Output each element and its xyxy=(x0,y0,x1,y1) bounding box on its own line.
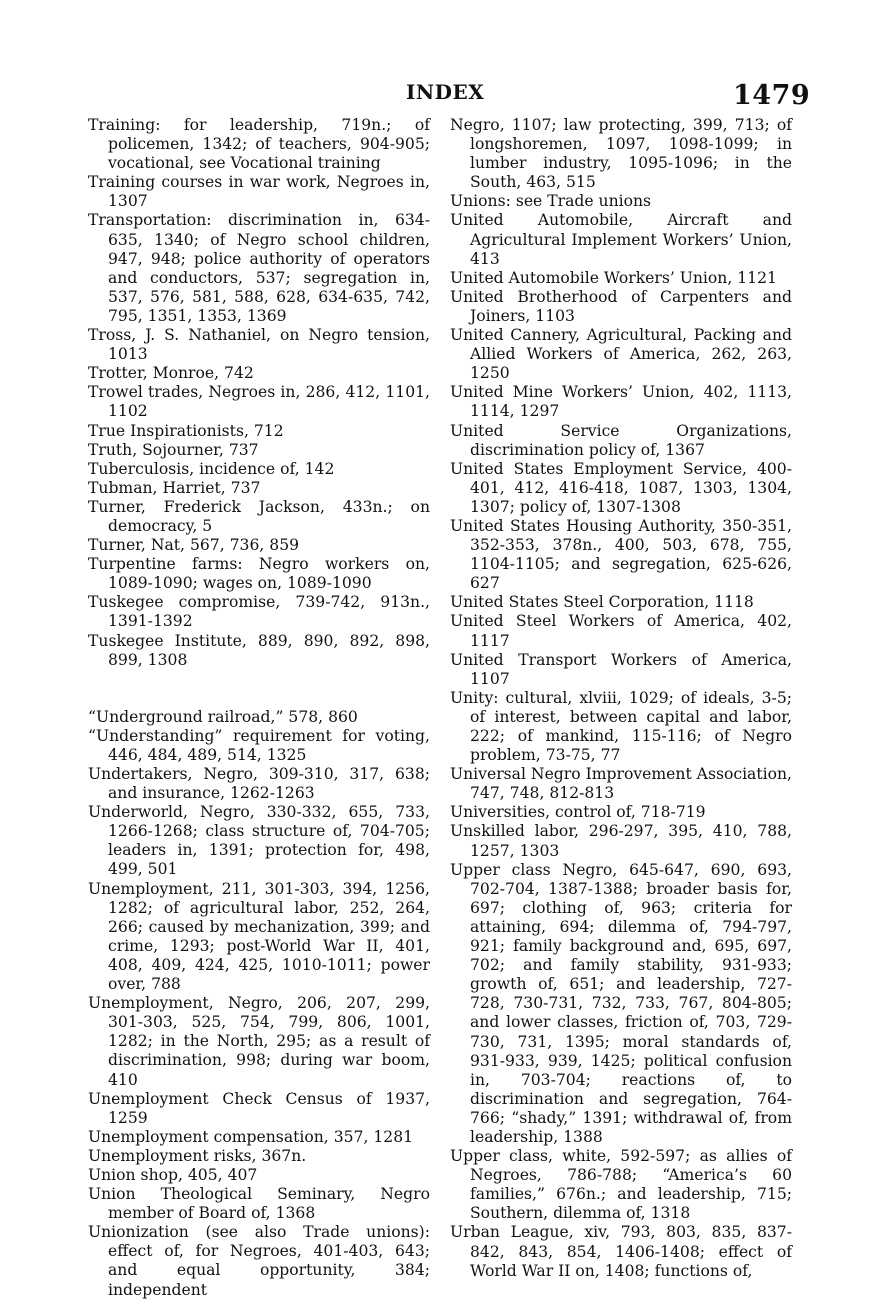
index-entry: United Steel Workers of America, 402, 1117 xyxy=(450,612,792,650)
index-entry: Upper class Negro, 645-647, 690, 693, 702-704, 1387-1388; broader basis for, 697; clothing of, 963; criteria for attaining, 694; dilemma of, 794-797, 921; family background and, 695, 697, 702; and family stability, 931-933; growth of, 651; and leadership, 727-728, 730-731, 732, 733, 767, 804-805; and lower classes, friction of, 703, 729-730, 731, 1395; moral standards of, 931-933, 939, 1425; political confusion in, 703-704; reactions of, to discrimination and segregation, 764-766; “shady,” 1391; withdrawal of, from leadership, 1388 xyxy=(450,860,792,1146)
index-entry: United Automobile, Aircraft and Agricultural Implement Workers’ Union, 413 xyxy=(450,211,792,268)
index-column-right xyxy=(450,116,792,1281)
index-entry: Unemployment risks, 367n. xyxy=(88,1146,307,1165)
index-entry: Upper class, white, 592-597; as allies of Negroes, 786-788; “America’s 60 families,” 676n.; and leadership, 715; Southern, dilemma of, 1318 xyxy=(450,1147,792,1223)
index-entry: Union Theological Seminary, Negro member of Board of, 1368 xyxy=(88,1185,430,1223)
index-entry: Turner, Nat, 567, 736, 859 xyxy=(88,536,300,555)
index-entry: Unions: see Trade unions xyxy=(450,192,652,211)
index-entry: Union shop, 405, 407 xyxy=(88,1165,258,1184)
index-entry: Underworld, Negro, 330-332, 655, 733, 1266-1268; class structure of, 704-705; leaders in, 1391; protection for, 498, 499, 501 xyxy=(88,803,430,879)
index-entry: Trotter, Monroe, 742 xyxy=(88,364,254,383)
index-entry: Unity: cultural, xlviii, 1029; of ideals, 3-5; of interest, between capital and labor, 222; of mankind, 115-116; of Negro problem, 73-75, 77 xyxy=(450,688,792,765)
index-entry: Tubman, Harriet, 737 xyxy=(88,478,261,497)
index-entry: United Brotherhood of Carpenters and Joiners, 1103 xyxy=(450,287,792,325)
page-number: 1479 xyxy=(733,80,811,111)
index-entry: Unionization (see also Trade unions): effect of, for Negroes, 401-403, 643; and equal opportunity, 384; independent xyxy=(88,1223,430,1299)
index-entry: Tuberculosis, incidence of, 142 xyxy=(88,459,335,478)
index-entry: United Cannery, Agricultural, Packing and Allied Workers of America, 262, 263, 1250 xyxy=(450,326,792,383)
index-entry: Turner, Frederick Jackson, 433n.; on democracy, 5 xyxy=(88,497,430,535)
index-entry: Unemployment Check Census of 1937, 1259 xyxy=(88,1089,430,1127)
index-column-left xyxy=(88,116,430,1300)
index-entry: United States Housing Authority, 350-351, 352-353, 378n., 400, 503, 678, 755, 1104-1105; and segregation, 625-626, 627 xyxy=(450,516,792,593)
page-header-title: INDEX xyxy=(406,80,485,104)
index-entry: Tuskegee Institute, 889, 890, 892, 898, 899, 1308 xyxy=(88,631,430,669)
index-entry: Training courses in war work, Negroes in, 1307 xyxy=(88,173,430,211)
index-entry: “Understanding” requirement for voting, 446, 484, 489, 514, 1325 xyxy=(88,726,430,764)
index-entry: “Underground railroad,” 578, 860 xyxy=(88,707,358,726)
index-entry: Truth, Sojourner, 737 xyxy=(88,440,259,459)
index-entry: United Service Organizations, discrimination policy of, 1367 xyxy=(450,421,792,459)
index-entry: Turpentine farms: Negro workers on, 1089-1090; wages on, 1089-1090 xyxy=(88,555,430,593)
index-entry: Negro, 1107; law protecting, 399, 713; of longshoremen, 1097, 1098-1099; in lumber industry, 1095-1096; in the South, 463, 515 xyxy=(450,116,792,192)
index-entry: Universities, control of, 718-719 xyxy=(450,803,706,822)
index-entry: Undertakers, Negro, 309-310, 317, 638; and insurance, 1262-1263 xyxy=(88,765,430,803)
index-entry: United States Steel Corporation, 1118 xyxy=(450,593,754,612)
index-entry: United States Employment Service, 400-401, 412, 416-418, 1087, 1303, 1304, 1307; policy of, 1307-1308 xyxy=(450,459,792,516)
index-entry: Tross, J. S. Nathaniel, on Negro tension, 1013 xyxy=(88,326,430,364)
index-entry: United Mine Workers’ Union, 402, 1113, 1114, 1297 xyxy=(450,383,792,421)
index-entry: United Automobile Workers’ Union, 1121 xyxy=(450,268,777,287)
index-entry: Unemployment, 211, 301-303, 394, 1256, 1282; of agricultural labor, 252, 264, 266; caused by mechanization, 399; and crime, 1293; post-World War II, 401, 408, 409, 424, 425, 1010-1011; power over, 788 xyxy=(88,879,430,994)
letter-group-gap xyxy=(88,670,430,708)
index-entry: Training: for leadership, 719n.; of policemen, 1342; of teachers, 904-905; vocational, see Vocational training xyxy=(88,116,430,173)
index-entry: Universal Negro Improvement Association, 747, 748, 812-813 xyxy=(450,765,792,803)
index-entry: Transportation: discrimination in, 634-635, 1340; of Negro school children, 947, 948; police authority of operators and conductors, 537; segregation in, 537, 576, 581, 588, 628, 634-635, 742, 795, 1351, 1353, 1369 xyxy=(88,211,430,325)
index-entry: Trowel trades, Negroes in, 286, 412, 1101, 1102 xyxy=(88,383,430,421)
index-entry: Tuskegee compromise, 739-742, 913n., 1391-1392 xyxy=(88,593,430,631)
index-entry: Unemployment, Negro, 206, 207, 299, 301-303, 525, 754, 799, 806, 1001, 1282; in the North, 295; as a result of discrimination, 998; during war boom, 410 xyxy=(88,994,430,1089)
index-entry: Unskilled labor, 296-297, 395, 410, 788, 1257, 1303 xyxy=(450,822,792,860)
index-entry: United Transport Workers of America, 1107 xyxy=(450,650,792,688)
index-entry: Unemployment compensation, 357, 1281 xyxy=(88,1127,414,1146)
index-entry: True Inspirationists, 712 xyxy=(88,421,284,440)
index-entry: Urban League, xiv, 793, 803, 835, 837-842, 843, 854, 1406-1408; effect of World War II on, 1408; functions of, xyxy=(450,1223,792,1280)
